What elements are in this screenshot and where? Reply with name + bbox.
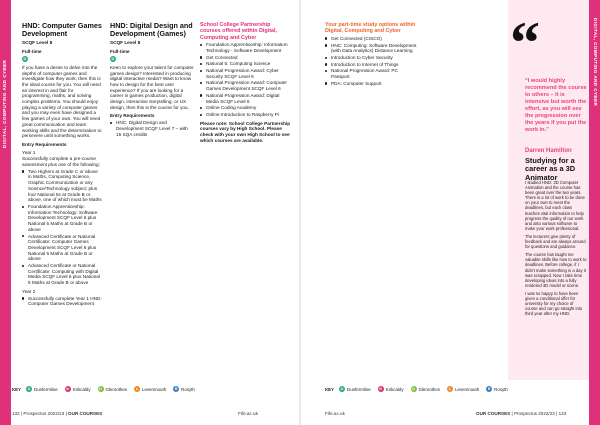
footer-url[interactable]: Fife.ac.uk	[325, 411, 345, 416]
page-number: 132	[12, 411, 20, 416]
key-label: KEY	[325, 386, 335, 392]
course-digital-design	[110, 22, 194, 137]
campus-code: L	[135, 387, 139, 391]
campus-code: L	[448, 387, 452, 391]
list-item: Get Connected (CISCO)	[325, 36, 417, 42]
campus-name: Kirkcaldy	[385, 386, 404, 392]
list-item: Get Connected	[200, 55, 292, 61]
list-item: Advanced Certificate or National Certificate: Computing with Digital Media SCQF Level 6 plus National 5 Maths at Grade B or above	[22, 263, 102, 286]
course-computer-games	[22, 22, 102, 307]
list-item: National Progression Award: Cyber Security SCQF Level 6	[200, 68, 292, 79]
campus-name: Dunfermline	[34, 386, 58, 392]
prospectus-label: Prospectus 2022/23	[513, 411, 555, 416]
campus-badge-dunfermline: D	[111, 55, 115, 61]
quote-mark-icon: “	[510, 10, 540, 76]
scqf-level: SCQF Level 8	[22, 40, 53, 46]
list-item: Successfully complete Year 1 HND: Computer Games Development	[22, 296, 102, 307]
course-title: HND: Computer Games Development	[22, 21, 102, 39]
campus-badge-dunfermline: D	[23, 55, 27, 61]
year1-list	[22, 169, 102, 286]
part-time-list	[325, 36, 417, 87]
campus-code: R	[174, 387, 178, 391]
testimonial-title: Studying for a career as a 3D Animator	[525, 156, 576, 182]
campus-name: Rosyth	[181, 386, 195, 392]
list-item: Introduction to Cyber Security	[325, 55, 417, 61]
campus-code: D	[340, 387, 344, 391]
campus-name: Levenmouth	[455, 386, 480, 392]
section-label: OUR COURSES	[476, 411, 511, 416]
campus-code: R	[487, 387, 491, 391]
section-side-tab	[589, 0, 600, 425]
campus-name: Dunfermline	[347, 386, 371, 392]
list-item: Foundation Apprenticeship: Information Technology - Software Development	[200, 42, 292, 53]
list-item: Foundation Apprenticeship: Information Technology: Software Development SCQF Level 6 plus National 5 Maths at Grade B or above	[22, 204, 102, 233]
list-item: HNC: Digital Design and Development SCQF Level 7 – with 15 SQA credits	[110, 120, 194, 137]
part-time-options	[325, 22, 417, 86]
campus-name: Rosyth	[494, 386, 508, 392]
list-item: Advanced Certificate or National Certificate: Computer Games Development SCQF Level 6 plus National 5 Maths at Grade B or above	[22, 234, 102, 263]
list-item: Online Introduction to Raspberry Pi	[200, 112, 292, 118]
list-item: Two Highers at Grade C or above in Maths, Computing Science, Graphic Communication or any Science/Technology subject; plus four National 5s at Grade B or above, one of which must be Maths	[22, 169, 102, 203]
footer-left: 132 | Prospectus 2022/23 | OUR COURSES	[12, 411, 103, 416]
testimonial-name: Darren Hamilton	[525, 148, 572, 154]
footer-url[interactable]: Fife.ac.uk	[238, 411, 258, 416]
list-item: Online Coding Academy	[200, 105, 292, 111]
year2-list	[22, 296, 102, 307]
campus-code: D	[27, 387, 31, 391]
testimonial-body	[525, 180, 587, 319]
section-title: School College Partnership courses offered within Digital, Computing and Cyber	[200, 22, 277, 41]
testimonial-paragraph: I was so happy to have been given a conditional offer for university for my choice of course and can go straight into third year after my HND.	[525, 290, 583, 317]
testimonial-paragraph: The course has taught me valuable skills like how to work to deadlines. Before college, if I didn't make something in a day it was scrapped. Now I take time developing ideas into a fully rendered 3D model or scene.	[525, 252, 587, 288]
page-number: 133	[558, 411, 567, 416]
campus-code: G	[99, 387, 102, 391]
testimonial-paragraph: I studied HND: 3D Computer Animation and the course has been great over the two years. There is a lot of work to be done on your own to meet the deadlines, but each class teaches vital information to help progress the quality of our work and also various software to make your work professional.	[525, 180, 585, 231]
partnership-note: Please note: School College Partnership courses vary by High School. Please check with your own High School to see which courses are available.	[200, 120, 291, 143]
list-item: PDA: Computer Support	[325, 81, 417, 87]
entry-requirements-heading: Entry Requirements	[22, 141, 67, 147]
list-item: Introduction to Internet of Things	[325, 62, 417, 68]
campus-code: K	[66, 387, 70, 391]
entry-list	[110, 120, 194, 137]
campus-name: Kirkcaldy	[72, 386, 91, 392]
campus-code: G	[412, 387, 415, 391]
study-mode: Full-time	[110, 49, 130, 55]
list-item: National Progression Award: Computer Games Development SCQF Level 6	[200, 80, 292, 91]
school-college-partnership	[200, 22, 292, 143]
section-side-tab	[0, 0, 11, 425]
section-side-tab-label: DIGITAL, COMPUTING AND CYBER	[593, 18, 598, 107]
section-side-tab-label: DIGITAL, COMPUTING AND CYBER	[2, 59, 7, 148]
course-title: HND: Digital Design and Development (Games)	[110, 21, 193, 39]
prospectus-label: Prospectus 2022/23	[23, 411, 65, 416]
list-item: National Progression Award: PC Passport	[325, 68, 417, 79]
list-item: HNC: Computing: Software Development (with Data Analytics) Distance Learning	[325, 43, 417, 54]
year2-heading: Year 2	[22, 288, 36, 294]
entry-requirements-heading: Entry Requirements	[110, 113, 155, 119]
footer-right: OUR COURSES | Prospectus 2022/23 | 133	[476, 411, 567, 416]
campus-key	[325, 386, 513, 392]
course-intro: Keen to explore your talent for computer games design? Interested in producing digital interactive media? Want to know how to design for the best user experience? If you are looking for a career in games production, digital design, interactive storytelling, or UX design, then this is the course for you.	[110, 64, 194, 110]
campus-name: Glenrothes	[105, 386, 127, 392]
testimonial-paragraph: The lecturers give plenty of feedback and are always around for questions and guidance.	[525, 233, 586, 250]
course-intro: If you have a desire to delve into the depths of computer games and investigate how they work, then this is the ideal course for you. You will need an interest in and flair for programming, maths, and solving complex problems. You should enjoy playing a variety of computer games and you may even have designed a few games of your own. You will need great communication and team working skills and the determination to persevere until something works.	[22, 64, 102, 139]
section-label: OUR COURSES	[68, 411, 103, 416]
left-page	[0, 0, 299, 425]
study-mode: Full-time	[22, 49, 42, 55]
scqf-level: SCQF Level 8	[110, 40, 141, 46]
list-item: National Progression Award: Digital Media SCQF Level 6	[200, 93, 292, 104]
campus-name: Levenmouth	[142, 386, 167, 392]
key-label: KEY	[12, 386, 22, 392]
year1-text: Successfully complete a pre-course assessment plus one of the following:	[22, 156, 100, 168]
partnership-list	[200, 42, 292, 117]
list-item: National 5: Computing Science	[200, 61, 292, 67]
campus-key	[12, 386, 200, 392]
section-title: Your part-time study options within Digital, Computing and Cyber	[325, 22, 416, 35]
campus-name: Glenrothes	[418, 386, 440, 392]
year1-heading: Year 1	[22, 149, 36, 155]
testimonial-quote: “I would highly recommend the course to others – it is intensive but worth the effort, as you will see the progression over the years if you put the work in.”	[525, 78, 587, 133]
campus-code: K	[379, 387, 383, 391]
